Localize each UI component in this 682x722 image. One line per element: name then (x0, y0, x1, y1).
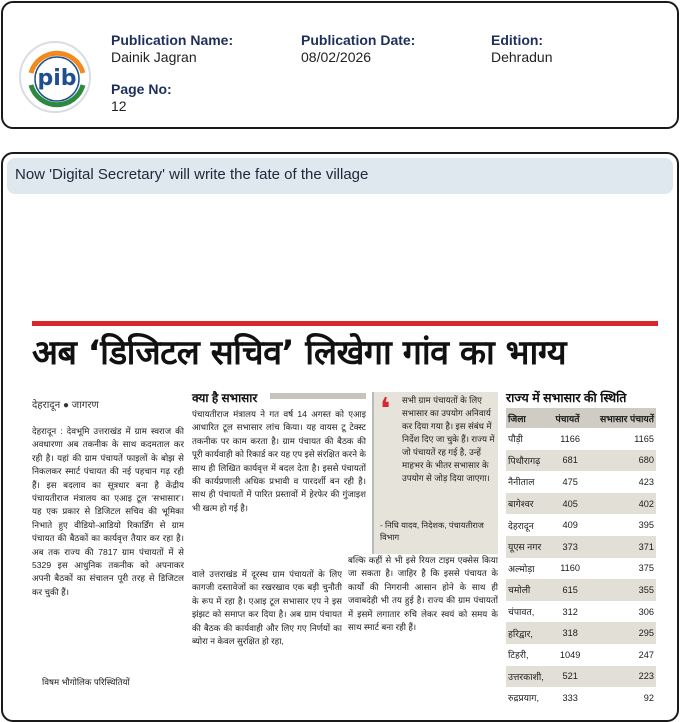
table-cell-panchayats: 615 (553, 579, 586, 601)
table-cell-district: पिथौरागढ़ (506, 450, 553, 472)
table-cell-sabhasar: 247 (638, 649, 654, 660)
table-cell-sabhasar: 371 (587, 536, 656, 558)
table-cell-district: पौड़ी (508, 434, 523, 445)
table-header-panchayats: पंचायतें (553, 408, 586, 428)
edition-field (491, 32, 553, 66)
table-row (506, 644, 656, 666)
table-row (506, 514, 656, 536)
table-row (506, 579, 656, 601)
table-cell-panchayats: 333 (562, 692, 578, 703)
table-row (506, 622, 656, 644)
table-cell-panchayats: 318 (553, 622, 586, 644)
clipping-headline: अब ‘डिजिटल सचिव’ लिखेगा गांव का भाग्य (32, 333, 567, 373)
table-cell-sabhasar: 1165 (634, 433, 654, 444)
subhead-what-is-sabhasar: क्या है सभासार (192, 391, 258, 405)
quote-box (372, 392, 498, 554)
table-header-row (506, 408, 656, 428)
table-cell-sabhasar: 306 (638, 606, 654, 617)
edition-value: Dehradun (491, 49, 553, 65)
quote-attribution: - निधि यादव, निदेशक, पंचायतीराज विभाग (380, 521, 484, 542)
table-cell-sabhasar: 375 (638, 563, 654, 574)
pib-logo-icon (21, 43, 91, 113)
table-row (506, 450, 656, 472)
table-cell-district: अल्मोड़ा (508, 563, 535, 574)
table-cell-sabhasar: 223 (587, 666, 656, 688)
clipping-byline: देहरादून ● जागरण (32, 400, 99, 411)
article-title: Now 'Digital Secretary' will write the fate of the village (15, 166, 369, 183)
district-status-table (506, 408, 656, 709)
quote-text: सभी ग्राम पंचायतों के लिए सभासार का उपयोग अनिवार्य कर दिया गया है। इस संबंध में निर्देश दिए जा चुके हैं। राज्य में जो पंचायतें रह गई है, उन्हें माहभर के भीतर सभासार के उपयोग से जोड़ दिया जाएगा। (402, 395, 495, 483)
quote-mark-icon: ❛ (380, 393, 391, 426)
headline-rule (32, 321, 658, 326)
page-no-field (111, 81, 172, 115)
table-cell-district: नैनीताल (508, 477, 535, 488)
table-row (506, 601, 656, 623)
column-1-tail: विषम भौगोलिक परिस्थितियों (42, 677, 130, 687)
table-cell-district: टिहरी, (508, 650, 529, 661)
table-header-district: जिला (506, 408, 553, 428)
publication-name-label: Publication Name: (111, 32, 234, 48)
table-row (506, 666, 656, 688)
publication-name-field (111, 32, 233, 66)
svg-text:pib: pib (37, 66, 77, 91)
table-row (506, 536, 656, 558)
column-2-top-text: पंचायतीराज मंत्रालय ने गत वर्ष 14 अगस्त को एआइ आधारित टूल सभासार लांच किया। यह वायस टू टेक्स्ट तकनीक पर काम करता है। ग्राम पंचायत की बैठक की पूरी कार्यवाही को रिकार्ड कर यह एप इसे संरक्षित करने के साथ ही लिखित कार्यवृत्त में बदल देता है। इससे पंचायतों की कार्यप्रणाली अधिक प्रभावी व पारदर्शी बन रही है। साथ ही पंचायतों में पारित प्रस्तावों में हेरफेर की गुंजाइश भी खत्म हो गई है। (192, 409, 366, 513)
table-cell-panchayats: 475 (562, 476, 578, 487)
publication-date-label: Publication Date: (301, 32, 416, 48)
column-2-bottom-text: वाले उत्तराखंड में दूरस्थ ग्राम पंचायतों के लिए कागजी दस्तावेजों का रखरखाव एक बड़ी चुनौती के रूप में रहा है। एआइ टूल सभासार एप ने इस झंझट को समाप्त कर दिया है। अब ग्राम पंचायत की बैठक की कार्यवाही और लिए गए निर्णयों का ब्योरा न केवल सुरक्षित हो रहा, (192, 569, 342, 647)
table-row (506, 558, 656, 580)
table-cell-district: चमोली (506, 579, 553, 601)
table-cell-panchayats: 1049 (559, 649, 581, 660)
table-cell-district: उत्तरकाशी, (506, 666, 553, 688)
table-cell-sabhasar: 92 (643, 692, 654, 703)
table-header-sabhasar: सभासार पंचायतें (587, 408, 656, 428)
table-cell-sabhasar: 395 (638, 520, 654, 531)
table-cell-panchayats: 521 (553, 666, 586, 688)
table-cell-panchayats: 1160 (560, 563, 581, 574)
pib-logo (19, 41, 91, 113)
table-title: राज्य में सभासार की स्थिति (506, 391, 627, 405)
table-cell-panchayats: 409 (562, 520, 578, 531)
table-cell-district: देहरादून (508, 520, 534, 531)
publication-name-value: Dainik Jagran (111, 49, 197, 65)
table-row (506, 471, 656, 493)
table-row (506, 493, 656, 515)
table-cell-sabhasar: 423 (638, 476, 654, 487)
table-cell-panchayats: 312 (562, 606, 578, 617)
table-cell-sabhasar: 402 (587, 493, 656, 515)
page-no-value: 12 (111, 98, 127, 114)
table-row (506, 687, 656, 709)
table-cell-district: यूएस नगर (506, 536, 553, 558)
table-cell-sabhasar: 295 (587, 622, 656, 644)
table-cell-panchayats: 681 (553, 450, 586, 472)
table-cell-sabhasar: 680 (587, 450, 656, 472)
page-no-label: Page No: (111, 81, 172, 97)
publication-date-value: 08/02/2026 (301, 49, 372, 65)
table-cell-sabhasar: 355 (587, 579, 656, 601)
publication-header (1, 1, 679, 129)
table-cell-district: हरिद्वार, (506, 622, 553, 644)
column-3-bottom-text: बल्कि कहीं से भी इसे रियल टाइम एक्सेस किया जा सकता है। जाहिर है कि इससे पंचायत के कार्यों की निगरानी आसान होने के साथ ही जवाबदेही भी तय हुई है। राज्य की ग्राम पंचायतों में इसमें लगातार रुचि लेकर स्वयं को समय के साथ स्मार्ट बना रही हैं। (348, 555, 498, 633)
column-1-text: देहरादून : देवभूमि उत्तराखंड में ग्राम स्वराज की अवधारणा अब तकनीक के साथ कदमताल कर रही है। यहां की ग्राम पंचायतें फाइलों के बोझ से निकलकर स्मार्ट पंचायत की नई पहचान गढ़ रही हैं। इस बदलाव का सूत्रधार बना है केंद्रीय पंचायतीराज मंत्रालय का एआइ टूल ‘सभासार’। यह एक प्रकार से डिजिटल सचिव की भूमिका निभाते हुए वीडियो-आडियो रिकार्डिंग से ग्राम पंचायत की बैठकों का कार्यवृत्त तैयार कर रहा है। अब तक राज्य की 7817 ग्राम पंचायतों में से 5329 इस आधुनिक तकनीक को अपनाकर अपनी बैठकों का संचालन पूरी तरह से डिजिटल कर चुकी हैं। (32, 426, 184, 597)
subhead-rule (270, 393, 366, 399)
table-cell-district: चंपावत, (508, 607, 535, 618)
edition-label: Edition: (491, 32, 544, 48)
table-cell-district: बागेश्वर (506, 493, 553, 515)
table-cell-panchayats: 1166 (560, 433, 581, 444)
table-cell-panchayats: 373 (553, 536, 586, 558)
table-cell-panchayats: 405 (553, 493, 586, 515)
table-row (506, 428, 656, 450)
table-cell-district: रुद्रप्रयाग, (508, 693, 540, 704)
publication-date-field (301, 32, 415, 66)
